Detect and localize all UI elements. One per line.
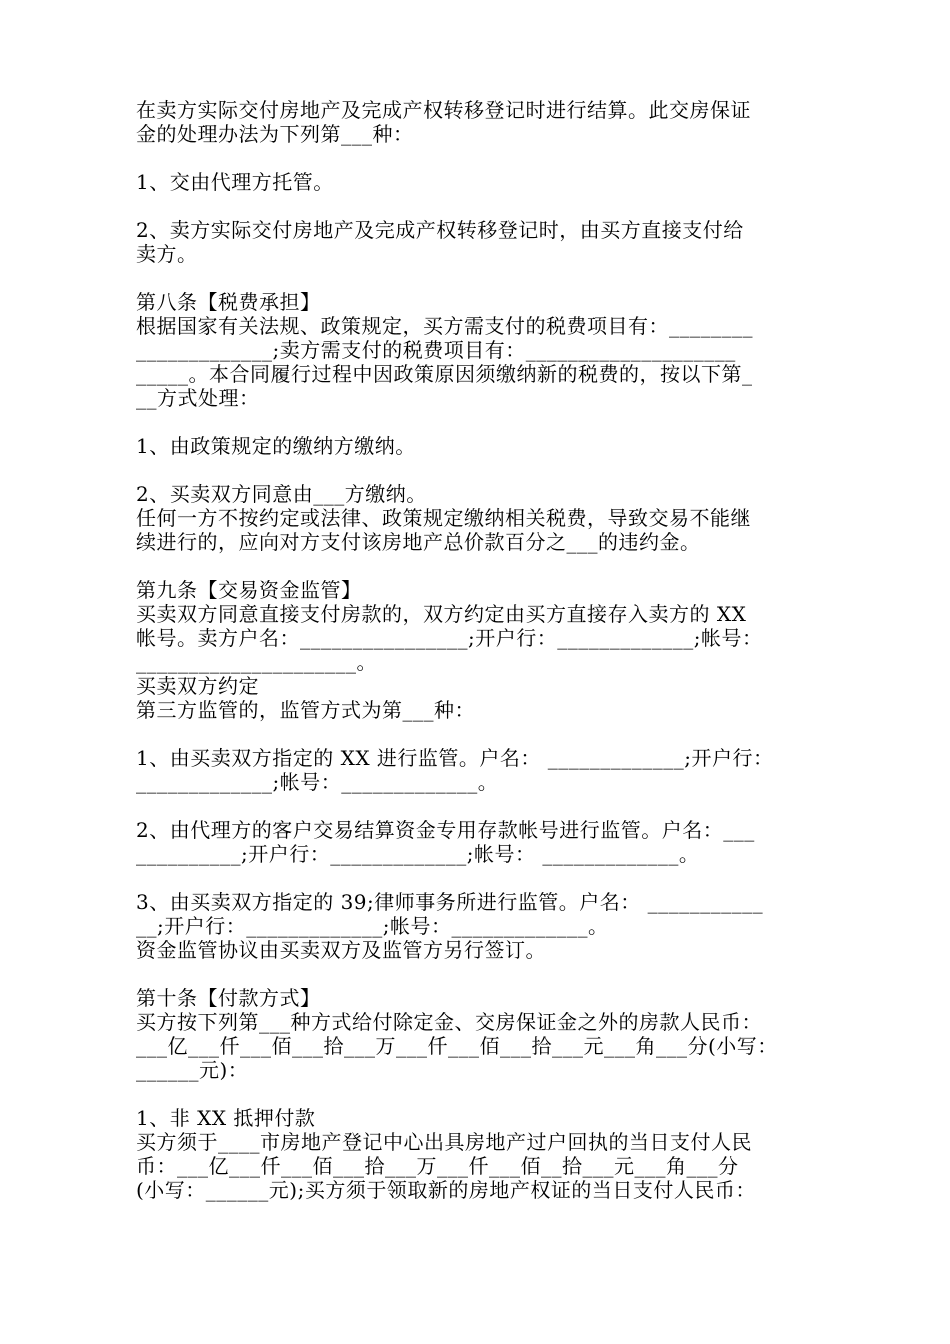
text-line: 买卖双方同意直接支付房款的，双方约定由买方直接存入卖方的 XX: [136, 602, 747, 626]
text-line: __;开户行：_____________;帐号：_____________。: [136, 914, 609, 938]
text-line: 1、由买卖双方指定的 XX 进行监管。户名： _____________;开户行：: [136, 746, 774, 770]
text-line: __________;开户行：_____________;帐号： _____________。: [136, 842, 700, 866]
text-line: __方式处理：: [136, 386, 260, 410]
option-item: 1、由政策规定的缴纳方缴纳。: [136, 434, 416, 458]
paragraph-payment-method: [136, 1010, 826, 1082]
option-item: [136, 746, 826, 794]
text-line: 在卖方实际交付房地产及完成产权转移登记时进行结算。此交房保证: [136, 98, 751, 122]
text-line: _____________;卖方需支付的税费项目有：____________________: [136, 338, 736, 362]
section-heading-article-10: 第十条【付款方式】: [136, 986, 321, 1010]
paragraph-penalty: [136, 506, 826, 554]
text-line: 资金监管协议由买卖双方及监管方另行签订。: [136, 938, 546, 962]
text-line: 买方须于____市房地产登记中心出具房地产过户回执的当日支付人民: [136, 1130, 752, 1154]
text-line: 2、由代理方的客户交易结算资金专用存款帐号进行监管。户名：___: [136, 818, 755, 842]
text-line: 续进行的，应向对方支付该房地产总价款百分之___的违约金。: [136, 530, 701, 554]
text-line: 买卖双方约定: [136, 674, 259, 698]
text-line: 3、由买卖双方指定的 39;律师事务所进行监管。户名： ___________: [136, 890, 764, 914]
text-line: _____________________。: [136, 650, 377, 674]
paragraph-non-mortgage: [136, 1130, 826, 1202]
paragraph-deposit-settlement: [136, 98, 826, 146]
paragraph-direct-payment: [136, 602, 826, 674]
section-heading-article-9: 第九条【交易资金监管】: [136, 578, 362, 602]
option-item: [136, 218, 826, 266]
text-line: 帐号。卖方户名：________________;开户行：_____________;帐号：: [136, 626, 763, 650]
option-item: 1、交由代理方托管。: [136, 170, 334, 194]
section-heading-article-8: 第八条【税费承担】: [136, 290, 321, 314]
text-line: _____。本合同履行过程中因政策原因须缴纳新的税费的，按以下第_: [136, 362, 753, 386]
text-line: 2、卖方实际交付房地产及完成产权转移登记时，由买方直接支付给: [136, 218, 744, 242]
text-line: _____________;帐号：_____________。: [136, 770, 499, 794]
text-line: 买方按下列第___种方式给付除定金、交房保证金之外的房款人民币：: [136, 1010, 762, 1034]
option-item: 2、买卖双方同意由___方缴纳。: [136, 482, 427, 506]
text-line: 根据国家有关法规、政策规定，买方需支付的税费项目有：________: [136, 314, 753, 338]
text-line: 任何一方不按约定或法律、政策规定缴纳相关税费，导致交易不能继: [136, 506, 751, 530]
option-item: 1、非 XX 抵押付款: [136, 1106, 316, 1130]
text-line: 第三方监管的，监管方式为第___种：: [136, 698, 475, 722]
option-item: [136, 890, 826, 938]
text-line: (小写：______元);买方须于领取新的房地产权证的当日支付人民币：: [136, 1178, 756, 1202]
text-line: ___亿___仟___佰___拾___万___仟___佰___拾___元___角___分(小写：: [136, 1034, 778, 1058]
text-line: 金的处理办法为下列第___种：: [136, 122, 414, 146]
paragraph-taxes: [136, 314, 826, 410]
text-line: 卖方。: [136, 242, 198, 266]
text-line: ______元)：: [136, 1058, 249, 1082]
option-item: [136, 818, 826, 866]
document-page: [136, 98, 826, 1202]
text-line: 币：___亿___仟___佰___拾___万___仟___佰__拾___元___角___分: [136, 1154, 739, 1178]
